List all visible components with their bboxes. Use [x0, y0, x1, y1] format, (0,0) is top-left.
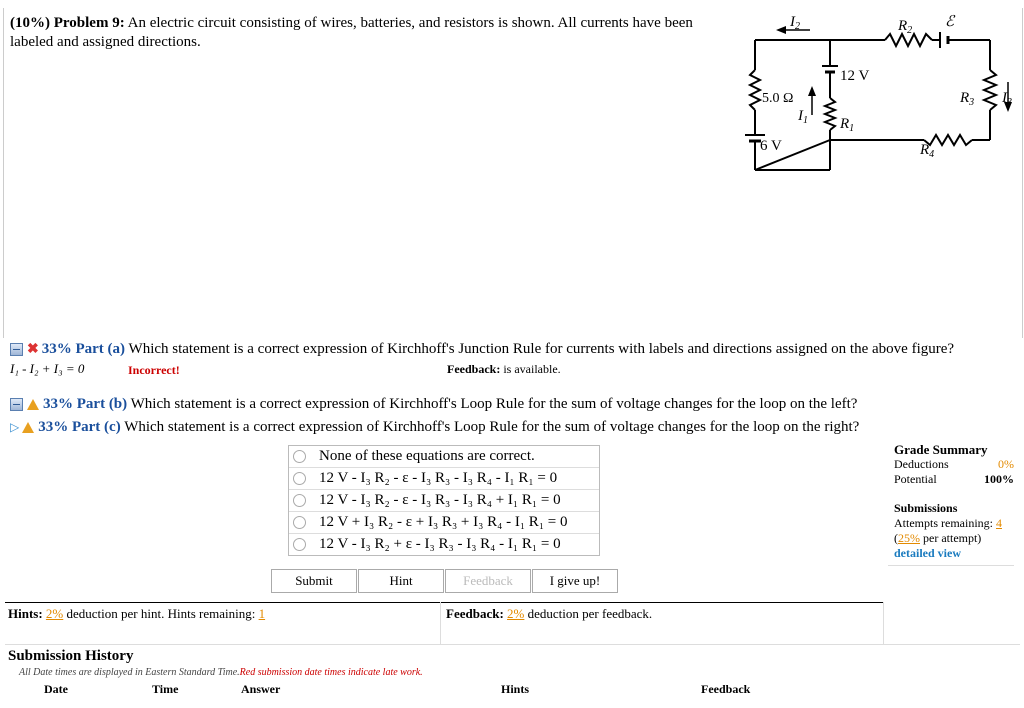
option-4[interactable]	[289, 534, 599, 555]
option-label: 12 V - I₃ R₂ - ε - I₃ R₃ - I₃ R₄ + I₁ R₁ = 0	[319, 492, 561, 508]
part-b-pct: 33% Part (b)	[43, 396, 128, 412]
history-note	[19, 667, 423, 678]
hints-divider	[5, 602, 883, 603]
hints-info	[8, 606, 265, 622]
hints-label: Hints:	[8, 606, 43, 621]
part-c-pct: 33% Part (c)	[38, 419, 121, 435]
col-feedback: Feedback	[701, 682, 751, 696]
radio-button[interactable]	[293, 494, 306, 507]
per-attempt-pct: 25%	[898, 531, 920, 545]
collapse-icon[interactable]	[10, 343, 23, 356]
submission-history-title: Submission History	[8, 648, 134, 664]
per-attempt-text: per attempt)	[923, 531, 982, 545]
part-a-row[interactable]	[10, 341, 954, 358]
option-1[interactable]	[289, 468, 599, 490]
label-R4-sub: 4	[929, 149, 935, 160]
option-label: 12 V - I₃ R₂ - ε - I₃ R₃ - I₃ R₄ - I₁ R₁ = 0	[319, 470, 558, 486]
label-emf: ℰ	[945, 14, 955, 30]
deductions-label: Deductions	[894, 457, 949, 471]
problem-statement	[10, 14, 730, 52]
label-R2-sub: 2	[907, 25, 913, 36]
hint-button[interactable]: Hint	[358, 569, 444, 593]
radio-button[interactable]	[293, 538, 306, 551]
part-b-question: Which statement is a correct expression of Kirchhoff's Loop Rule for the sum of voltage changes for the loop on the left?	[130, 396, 858, 412]
col-time: Time	[152, 682, 179, 696]
radio-button[interactable]	[293, 450, 306, 463]
label-I3: I	[1002, 90, 1007, 106]
attempts-label: Attempts remaining:	[894, 516, 993, 530]
radio-button[interactable]	[293, 516, 306, 529]
hints-side-border	[883, 602, 884, 644]
grade-summary-title: Grade Summary	[894, 442, 988, 457]
feedback-button[interactable]: Feedback	[445, 569, 531, 593]
potential-label: Potential	[894, 472, 937, 486]
label-I2-sub: 2	[795, 21, 800, 32]
label-5ohm: 5.0 Ω	[762, 91, 794, 106]
label-R1-sub: 1	[849, 123, 855, 134]
incorrect-status: Incorrect!	[128, 363, 180, 377]
part-a-answer: I₁ - I₂ + I₃ = 0	[10, 361, 85, 376]
radio-button[interactable]	[293, 472, 306, 485]
history-note-red: Red submission date times indicate late work.	[239, 667, 423, 678]
part-a-pct: 33% Part (a)	[41, 341, 126, 357]
part-a-feedback[interactable]	[447, 362, 561, 377]
col-hints: Hints	[501, 682, 530, 696]
col-answer: Answer	[241, 682, 281, 696]
grade-summary: Grade Summary Deductions 0% Potential 100% Submissions Attempts remaining: 4 (25% per attempt) detailed view	[894, 442, 1014, 560]
grade-divider	[888, 565, 1014, 566]
label-I1: I	[798, 108, 803, 124]
incorrect-x-icon: ✖	[27, 342, 39, 357]
option-2[interactable]	[289, 490, 599, 512]
option-3[interactable]	[289, 512, 599, 534]
hints-pct: 2%	[45, 606, 64, 621]
col-date: Date	[44, 682, 68, 696]
hints-text: deduction per hint. Hints remaining:	[66, 606, 256, 621]
label-12v: 12 V	[840, 68, 870, 84]
feedback-pct: 2%	[507, 606, 525, 621]
deductions-value: 0%	[998, 457, 1014, 471]
part-a-question: Which statement is a correct expression of Kirchhoff's Junction Rule for currents with labels and directions assigned on the above figure?	[128, 341, 955, 357]
problem-label: (10%) Problem 9:	[10, 15, 125, 31]
hints-remaining: 1	[258, 606, 266, 621]
label-R4: R	[920, 142, 930, 158]
part-a-feedback-text: is available.	[503, 362, 561, 376]
svg-text:R2	[897, 18, 912, 36]
svg-text:R1	[839, 116, 854, 134]
warning-icon	[27, 399, 39, 410]
expand-arrow-icon[interactable]: ▷	[10, 420, 20, 434]
label-R1: R	[840, 116, 850, 132]
hints-mid-border	[440, 602, 441, 644]
give-up-button[interactable]: I give up!	[532, 569, 618, 593]
circuit-diagram	[740, 10, 1024, 190]
answer-options	[288, 445, 600, 556]
option-label: None of these equations are correct.	[319, 448, 535, 464]
feedback-text: deduction per feedback.	[527, 606, 653, 621]
warning-icon	[22, 422, 34, 433]
part-a-feedback-label: Feedback:	[447, 362, 501, 376]
label-I1-sub: 1	[803, 115, 808, 126]
label-I2: I	[790, 14, 795, 30]
submit-button[interactable]: Submit	[271, 569, 357, 593]
option-label: 12 V - I₃ R₂ + ε - I₃ R₃ - I₃ R₄ - I₁ R₁ = 0	[319, 536, 561, 552]
option-0[interactable]	[289, 446, 599, 468]
part-c-question: Which statement is a correct expression of Kirchhoff's Loop Rule for the sum of voltage changes for the loop on the right?	[124, 419, 860, 435]
label-R3: R	[960, 90, 970, 106]
svg-text:I2	[789, 14, 800, 32]
label-R2: R	[898, 18, 908, 34]
svg-text:I3	[1001, 90, 1012, 108]
problem-text: An electric circuit consisting of wires, batteries, and resistors is shown. All currents have been labeled and assigned directions.	[10, 15, 693, 50]
option-label: 12 V + I₃ R₂ - ε + I₃ R₃ + I₃ R₄ - I₁ R₁ = 0	[319, 514, 568, 530]
label-I3-sub: 3	[1007, 97, 1012, 108]
label-6v: 6 V	[760, 138, 782, 154]
detailed-view-link[interactable]: detailed view	[894, 546, 961, 560]
feedback-info	[446, 606, 652, 622]
svg-text:R3	[959, 90, 974, 108]
attempts-value: 4	[995, 516, 1002, 530]
history-divider	[5, 644, 1020, 645]
submissions-title: Submissions	[894, 501, 958, 515]
collapse-icon[interactable]	[10, 398, 23, 411]
part-a-status	[128, 361, 180, 379]
part-c-row[interactable]	[10, 419, 859, 436]
label-R3-sub: 3	[969, 97, 975, 108]
svg-text:I1	[797, 108, 808, 126]
potential-value: 100%	[984, 472, 1014, 486]
history-note-text: All Date times are displayed in Eastern Standard Time.	[19, 667, 240, 678]
feedback-label: Feedback:	[446, 606, 504, 621]
part-b-row[interactable]	[10, 396, 857, 413]
svg-text:R4	[919, 142, 934, 160]
